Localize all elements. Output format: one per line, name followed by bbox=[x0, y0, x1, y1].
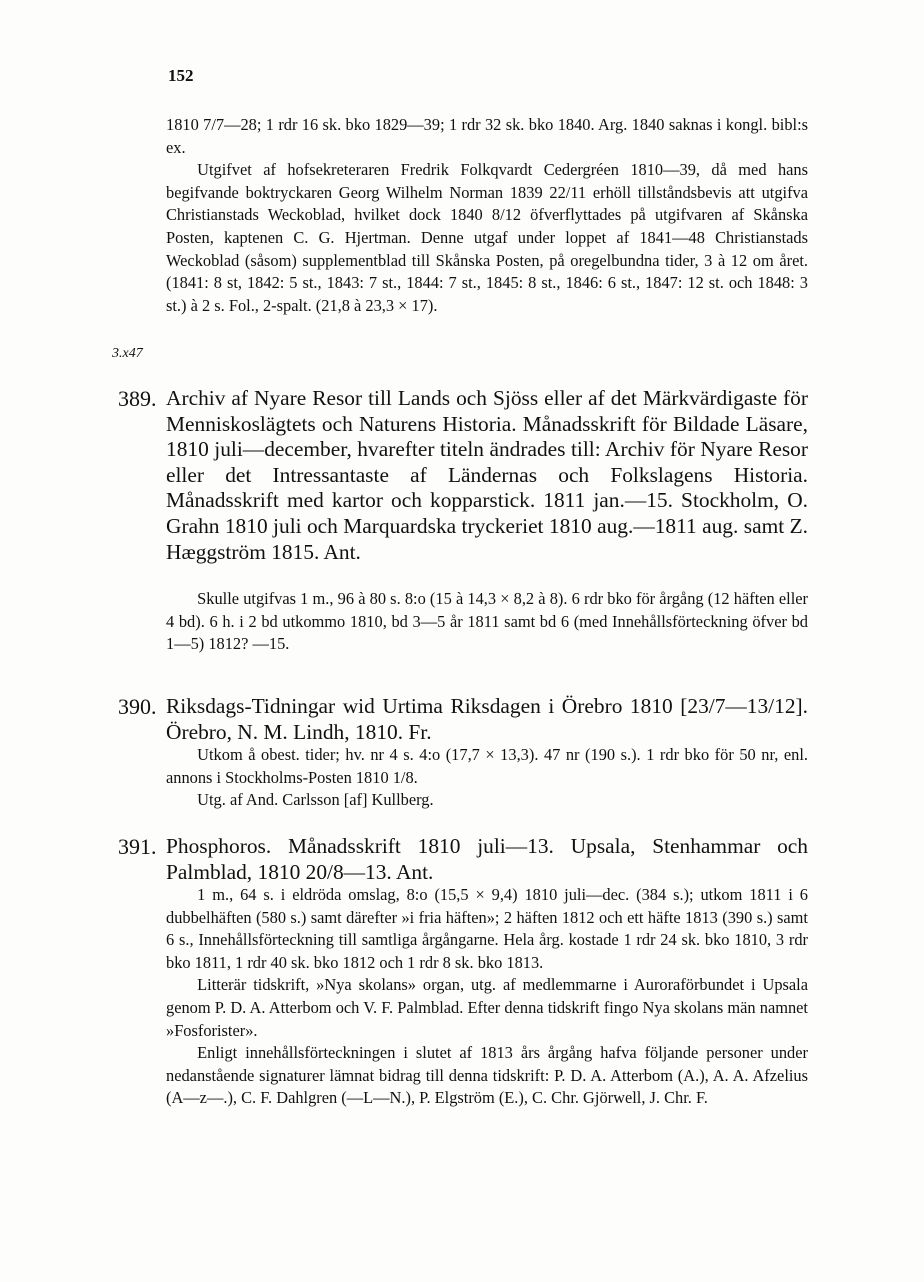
entry-number: 390. bbox=[118, 694, 157, 719]
entry-title: Phosphoros. Månadsskrift 1810 juli—13. Upsala, Stenhammar och Palmblad, 1810 20/8—13. Ant. bbox=[166, 834, 808, 884]
page-number: 152 bbox=[168, 66, 194, 85]
entry-note: 1 m., 64 s. i eldröda omslag, 8:o (15,5 × 9,4) 1810 juli—dec. (384 s.); utkom 1811 i 6 dubbelhäften (580 s.) samt därefter »i fria häften»; 2 häften 1812 och ett häfte 1813 (390 s.) samt 6 s., Innehållsförteckning till samtliga årgångarne. Hela årg. kostade 1 rdr 24 sk. bko 1810, 3 rdr bko 1811, 1 rdr 40 sk. bko 1812 och 1 rdr 8 sk. bko 1813. Litterär tidskrift, »Nya skolans» organ, utg. af medlemmarne i Auroraförbundet i Upsala genom P. D. A. Atterbom och V. F. Palmblad. Efter denna tidskrift fingo Nya skolans män namnet »Fosforister». Enligt innehållsförteckningen i slutet af 1813 års årgång hafva följande personer under nedanstående signaturer lämnat bidrag till denna tidskrift: P. D. A. Atterbom (A.), A. A. Afzelius (A—z—.), C. F. Dahlgren (—L—N.), P. Elgström (E.), C. Chr. Gjörwell, J. Chr. F. bbox=[166, 885, 808, 1108]
entry-number: 391. bbox=[118, 834, 157, 859]
continuation-text bbox=[166, 114, 808, 317]
entry-title: Archiv af Nyare Resor till Lands och Sjöss eller af det Märkvärdigaste för Menniskoslägtets och Naturens Historia. Månadsskrift för Bildade Läsare, 1810 juli—december, hvarefter titeln ändrades till: Archiv för Nyare Resor eller det Intressantaste af Ländernas och Folkslagens Historia. Månadsskrift med kartor och kopparstick. 1811 jan.—15. Stockholm, O. Grahn 1810 juli och Marquardska tryckeriet 1810 aug.—1811 aug. samt Z. Hæggström 1815. Ant. bbox=[166, 386, 808, 564]
continuation-p1: 1810 7/7—28; 1 rdr 16 sk. bko 1829—39; 1 rdr 32 sk. bko 1840. Arg. 1840 saknas i kongl. bibl:s ex. bbox=[166, 115, 808, 157]
entry-note: Utkom å obest. tider; hv. nr 4 s. 4:o (17,7 × 13,3). 47 nr (190 s.). 1 rdr bko för 50 nr, enl. annons i Stockholms-Posten 1810 1/8. Utg. af And. Carlsson [af] Kullberg. bbox=[166, 745, 808, 810]
margin-annotation: 3.x47 bbox=[112, 346, 143, 361]
continuation-p2: Utgifvet af hofsekreteraren Fredrik Folkqvardt Cedergréen 1810—39, då med hans begifvande boktryckaren Georg Wilhelm Norman 1839 22/11 erhöll tillståndsbevis att utgifva Christianstads Weckoblad, hvilket dock 1840 8/12 öfverflyttades på utgifvaren af Skånska Posten, kaptenen C. G. Hjertman. Denne utgaf under loppet af 1841—48 Christianstads Weckoblad (såsom) supplementblad till Skånska Posten, på oregelbundna tider, 3 à 12 om året. (1841: 8 st, 1842: 5 st., 1843: 7 st., 1844: 7 st., 1845: 8 st., 1846: 6 st., 1847: 12 st. och 1848: 3 st.) à 2 s. Fol., 2-spalt. (21,8 à 23,3 × 17). bbox=[166, 160, 808, 315]
entry-title: Riksdags-Tidningar wid Urtima Riksdagen i Örebro 1810 [23/7—13/12]. Örebro, N. M. Lindh, 1810. Fr. bbox=[166, 694, 808, 744]
entry-number: 389. bbox=[118, 386, 157, 411]
entry-note: Skulle utgifvas 1 m., 96 à 80 s. 8:o (15 à 14,3 × 8,2 à 8). 6 rdr bko för årgång (12 häften eller 4 bd). 6 h. i 2 bd utkommo 1810, bd 3—5 år 1811 samt bd 6 (med Innehållsförteckning öfver bd 1—5) 1812? —15. bbox=[166, 589, 808, 654]
